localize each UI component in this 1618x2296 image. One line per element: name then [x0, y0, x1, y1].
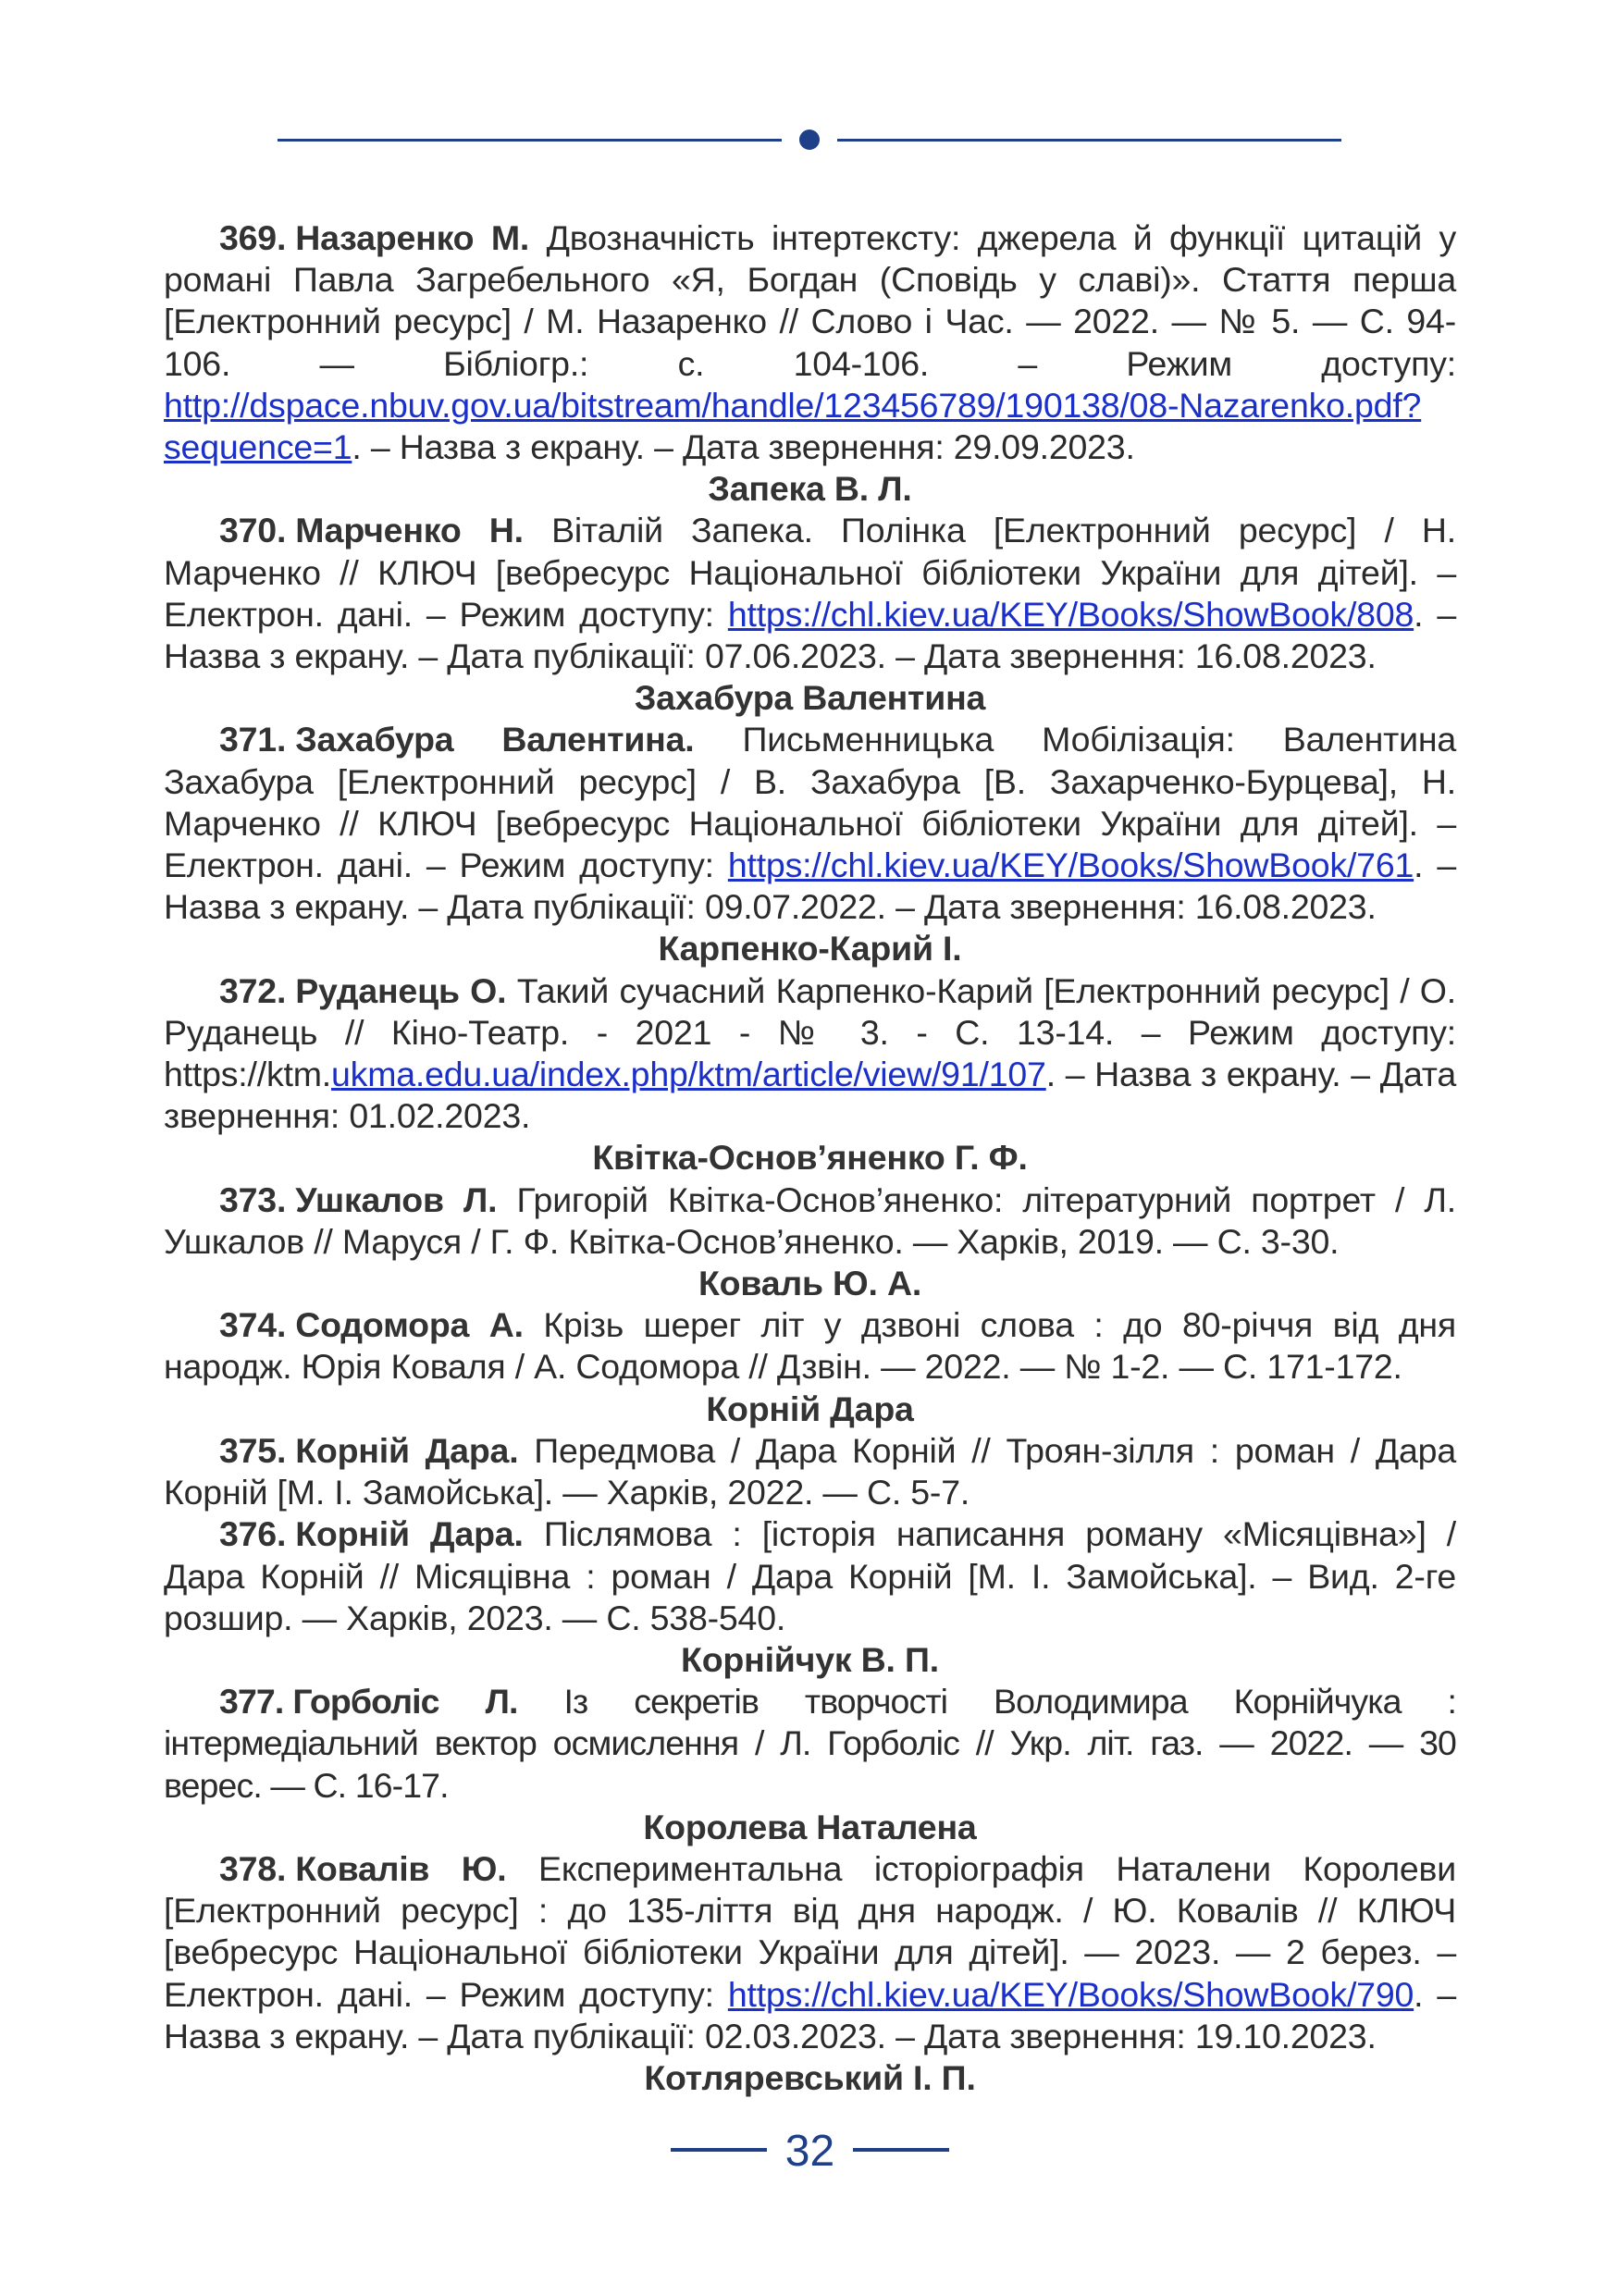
entry-376: [164, 1513, 1456, 1639]
ornament-dot: [799, 130, 820, 150]
entry-tail: . – Назва з екрану. – Дата звернення: 01.02.2023.: [164, 1055, 1456, 1136]
entry-374: [164, 1304, 1456, 1388]
entry-link[interactable]: http://dspace.nbuv.gov.ua/bitstream/handle/123456789/190138/08-Nazarenko.pdf?sequence=1: [164, 385, 1422, 467]
entry-number: 372.: [219, 970, 287, 1010]
entry-text: Такий сучасний Карпенко-Карий [Електронний ресурс] / О. Руданець // Кіно-Театр. - 2021 - № 3. - С. 13-14. – Режим доступу: https://ktm.: [164, 970, 1456, 1094]
entry-author: Содомора А.: [295, 1305, 524, 1345]
entry-author: Корній Дара.: [295, 1430, 519, 1470]
entry-number: 373.: [219, 1179, 287, 1219]
entry-number: 378.: [219, 1848, 287, 1888]
entry-text: Двозначність інтертексту: джерела й функції цитацій у романі Павла Загребельного «Я, Богдан (Сповідь у славі)». Стаття перша [Електронний ресурс] / М. Назаренко // Слово і Час. — 2022. — № 5. — С. 94-106. — Бібліогр.: с. 104-106. – Режим доступу:: [164, 218, 1457, 383]
section-heading-koroleva: Королева Наталена: [643, 1807, 977, 1846]
entry-number: 371.: [219, 720, 287, 759]
footer-line-left: [671, 2148, 767, 2152]
bibliography-content: [164, 217, 1456, 2099]
entry-author: Руданець О.: [295, 970, 507, 1010]
entry-text: Післямова : [історія написання роману «Місяцівна»] / Дара Корній // Місяцівна : роман / Дара Корній [М. І. Замойська]. – Вид. 2-ге розшир. — Харків, 2023. — С. 538-540.: [164, 1514, 1457, 1637]
entry-author: Горболіс Л.: [292, 1682, 518, 1722]
page-footer: [0, 2126, 1618, 2181]
entry-author: Корній Дара.: [295, 1514, 524, 1554]
entry-369: [164, 217, 1456, 468]
entry-text: Із секретів творчості Володимира Корнійчука : інтермедіальний вектор осмислення / Л. Горболіс // Укр. літ. газ. — 2022. — 30 верес. — С. 16-17.: [164, 1682, 1457, 1805]
entry-375: [164, 1430, 1456, 1513]
entry-author: Ковалів Ю.: [295, 1848, 507, 1888]
section-heading-korniichuk: Корнійчук В. П.: [681, 1639, 939, 1679]
entry-number: 375.: [219, 1430, 287, 1470]
entry-tail: . – Назва з екрану. – Дата звернення: 29.09.2023.: [352, 427, 1135, 467]
entry-link[interactable]: https://chl.kiev.ua/KEY/Books/ShowBook/790: [727, 1974, 1414, 2014]
entry-author: Захабура Валентина.: [295, 720, 695, 759]
section-heading-kotliarevskyi: Котляревський І. П.: [644, 2057, 976, 2097]
entry-378: [164, 1848, 1456, 2057]
ornament-line-right: [837, 139, 1341, 142]
entry-372: [164, 970, 1456, 1138]
section-heading-koval: Коваль Ю. А.: [698, 1264, 922, 1303]
entry-number: 376.: [219, 1514, 287, 1554]
entry-link[interactable]: https://chl.kiev.ua/KEY/Books/ShowBook/808: [727, 594, 1414, 634]
section-heading-karpenko-karyi: Карпенко-Карий І.: [658, 929, 962, 969]
entry-number: 369.: [219, 218, 287, 257]
entry-tail: . – Назва з екрану. – Дата публікації: 07.06.2023. – Дата звернення: 16.08.2023.: [164, 594, 1457, 676]
entry-text: Експериментальна історіографія Наталени Королеви [Електронний ресурс] : до 135-ліття від дня народж. / Ю. Ковалів // КЛЮЧ [вебресурс Національної бібліотеки України для дітей]. — 2023. — 2 берез. – Електрон. дані. – Режим доступу:: [164, 1848, 1457, 2014]
entry-text: Крізь шерег літ у дзвоні слова : до 80-річчя від дня народж. Юрія Коваля / А. Содомора // Дзвін. — 2022. — № 1-2. — С. 171-172.: [164, 1305, 1456, 1387]
entry-text: Григорій Квітка-Основ’яненко: літературний портрет / Л. Ушкалов // Маруся / Г. Ф. Квітка-Основ’яненко. — Харків, 2019. — С. 3-30.: [164, 1179, 1457, 1261]
entry-text: Віталій Запека. Полінка [Електронний ресурс] / Н. Марченко // КЛЮЧ [вебресурс Національної бібліотеки України для дітей]. – Електрон. дані. – Режим доступу:: [164, 511, 1457, 634]
entry-tail: . – Назва з екрану. – Дата публікації: 09.07.2022. – Дата звернення: 16.08.2023.: [164, 846, 1457, 927]
entry-link[interactable]: https://chl.kiev.ua/KEY/Books/ShowBook/761: [727, 846, 1414, 885]
entry-number: 370.: [219, 511, 287, 550]
section-heading-zakhabura: Захабура Валентина: [634, 678, 986, 718]
section-heading-zapeka: Запека В. Л.: [708, 469, 912, 509]
entry-author: Ушкалов Л.: [295, 1179, 498, 1219]
entry-link[interactable]: ukma.edu.ua/index.php/ktm/article/view/91/107: [330, 1055, 1046, 1094]
footer-line-right: [853, 2148, 949, 2152]
ornament-line-left: [278, 139, 782, 142]
section-heading-kvitka: Квітка-Основ’яненко Г. Ф.: [592, 1138, 1028, 1178]
entry-text: Письменницька Мобілізація: Валентина Захабура [Електронний ресурс] / В. Захабура [В. Захарченко-Бурцева], Н. Марченко // КЛЮЧ [вебресурс Національної бібліотеки України для дітей]. – Електрон. дані. – Режим доступу:: [164, 720, 1456, 885]
section-heading-kornii: Корній Дара: [706, 1389, 914, 1428]
entry-author: Назаренко М.: [295, 218, 530, 257]
page-number: 32: [784, 2127, 835, 2176]
entry-author: Марченко Н.: [295, 511, 524, 550]
entry-377: [164, 1681, 1456, 1807]
top-ornament: [278, 130, 1341, 150]
entry-number: 377.: [219, 1682, 284, 1722]
entry-370: [164, 510, 1456, 677]
entry-tail: . – Назва з екрану. – Дата публікації: 02.03.2023. – Дата звернення: 19.10.2023.: [164, 1974, 1457, 2055]
entry-number: 374.: [219, 1305, 287, 1345]
entry-text: Передмова / Дара Корній // Троян-зілля : роман / Дара Корній [М. І. Замойська]. — Харків, 2022. — С. 5-7.: [164, 1430, 1456, 1512]
entry-373: [164, 1179, 1456, 1263]
entry-371: [164, 719, 1456, 928]
